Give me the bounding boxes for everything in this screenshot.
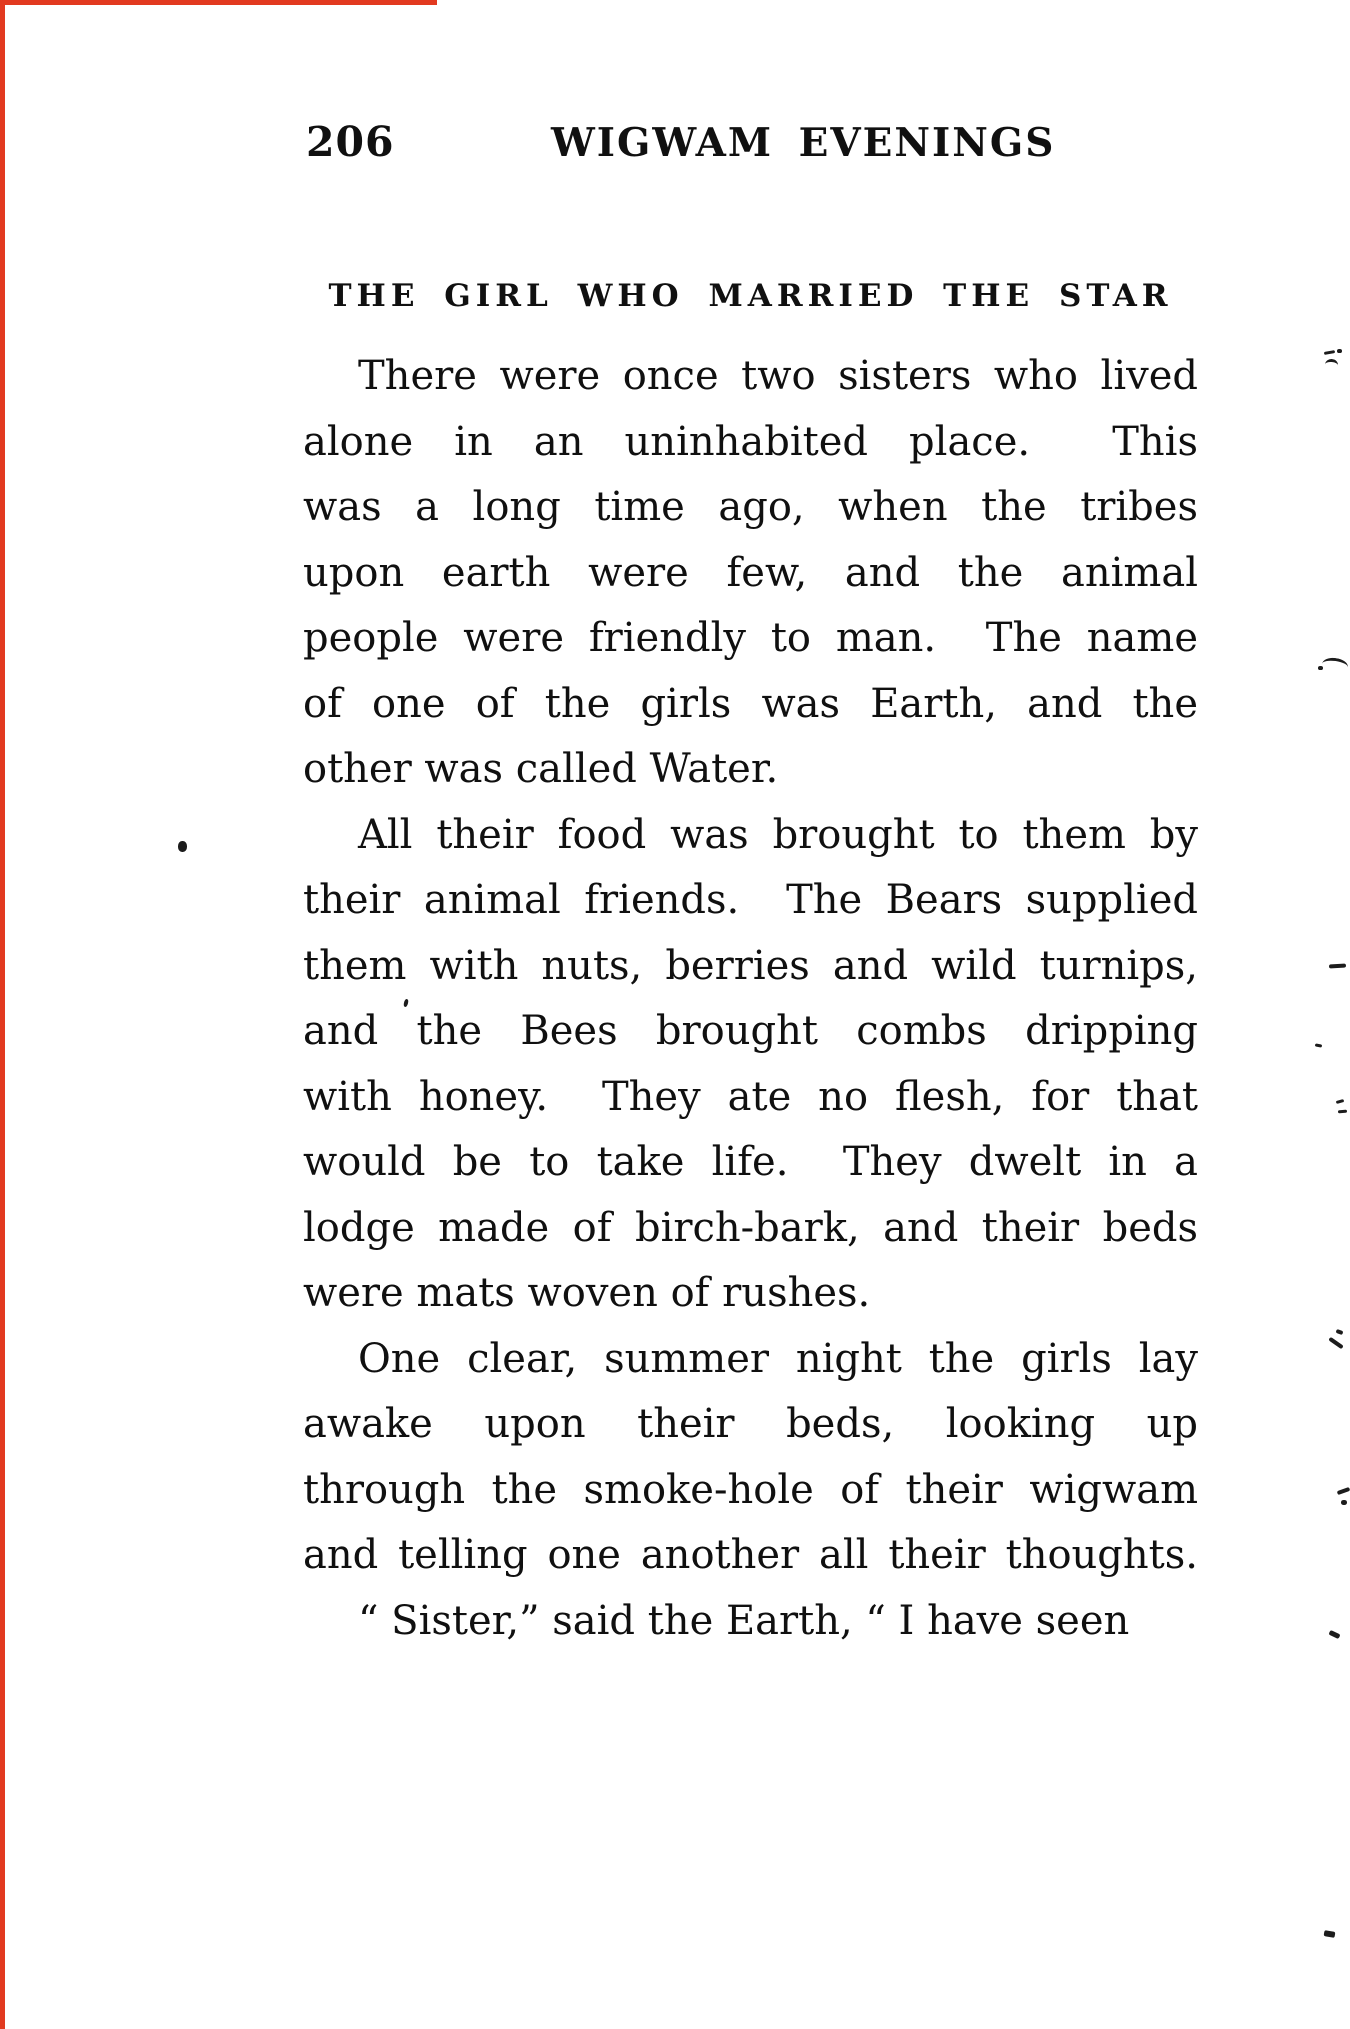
margin-mark: [1328, 1630, 1340, 1639]
text-line: would be to take life. They dwelt in a: [303, 1139, 1198, 1185]
text-line: of one of the girls was Earth, and the: [303, 680, 1198, 727]
text-line: All their food was brought to them by: [358, 811, 1198, 858]
text-line: upon earth were few, and the animal: [303, 549, 1198, 596]
text-line: other was called Water.: [303, 746, 779, 792]
margin-mark: [1337, 1487, 1350, 1495]
margin-mark: [1336, 1329, 1344, 1335]
page-number: 206: [306, 118, 395, 166]
margin-mark: [1337, 349, 1342, 353]
text-line: with honey. They ate no flesh, for that: [303, 1073, 1198, 1120]
text-line: their animal friends. The Bears supplied: [303, 877, 1198, 923]
margin-mark: [1341, 1500, 1347, 1505]
margin-mark: [1324, 350, 1335, 355]
margin-mark: [1329, 964, 1346, 969]
text-line: alone in an uninhabited place. This: [303, 418, 1198, 465]
margin-mark: [1336, 1099, 1345, 1104]
running-header-title: WIGWAM EVENINGS: [551, 120, 1056, 166]
text-line: was a long time ago, when the tribes: [303, 484, 1198, 530]
body-text: [303, 344, 1198, 1654]
text-line: awake upon their beds, looking up: [303, 1401, 1198, 1447]
scan-edge-artifact-left: [0, 0, 5, 2029]
margin-mark: [178, 841, 187, 852]
margin-mark: [1315, 1043, 1322, 1047]
text-line: people were friendly to man. The name: [303, 615, 1198, 661]
text-line: lodge made of birch-bark, and their beds: [303, 1204, 1198, 1251]
text-line: them with nuts, berries and wild turnips,: [303, 942, 1198, 989]
text-line: and telling one another all their thoughts.: [303, 1532, 1198, 1578]
margin-mark: [1324, 1930, 1336, 1938]
text-line: One clear, summer night the girls lay: [358, 1335, 1198, 1382]
text-line: “ Sister,” said the Earth, “ I have seen: [358, 1597, 1130, 1644]
text-line: There were once two sisters who lived: [358, 353, 1198, 399]
margin-mark: [1325, 358, 1339, 371]
scan-edge-artifact-top: [0, 0, 437, 5]
text-line: were mats woven of rushes.: [303, 1270, 871, 1316]
text-line: through the smoke-hole of their wigwam: [303, 1466, 1198, 1513]
margin-mark: [1338, 1110, 1347, 1114]
story-title: THE GIRL WHO MARRIED THE STAR: [328, 278, 1173, 314]
margin-mark: [1328, 1337, 1343, 1349]
text-line: and the Bees brought combs dripping: [303, 1008, 1198, 1054]
margin-mark: [1321, 656, 1349, 674]
